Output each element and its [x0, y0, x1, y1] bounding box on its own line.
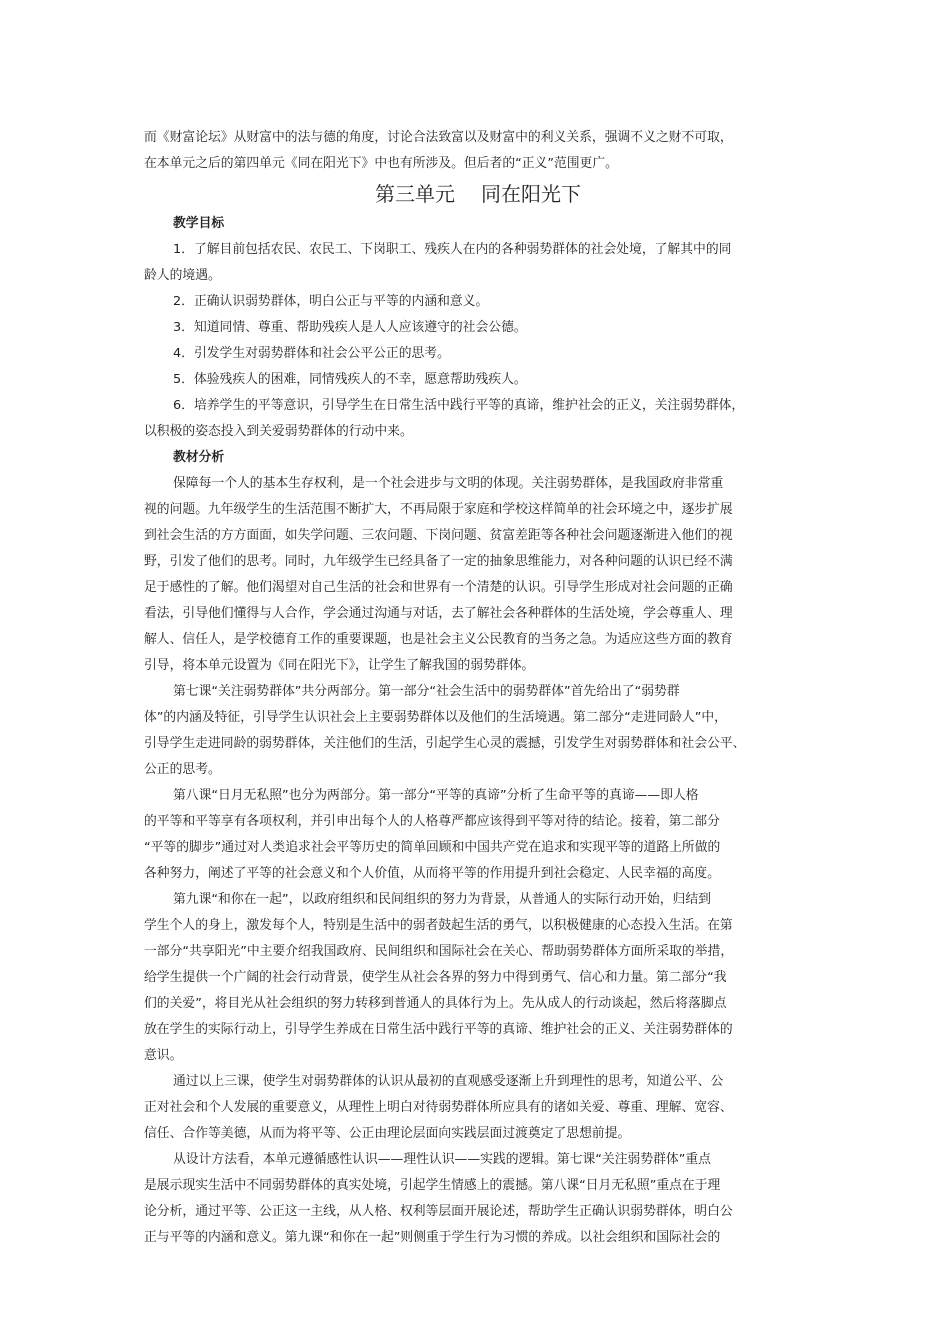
- paragraph-line: 论分析，通过平等、公正这一主线，从人格、权利等层面开展论述，帮助学生正确认识弱势群体，明白公: [144, 1204, 733, 1219]
- intro-line: 而《财富论坛》从财富中的法与德的角度，讨论合法致富以及财富中的利义关系，强调不义之财不可取，: [144, 130, 733, 145]
- paragraph-line: 通过以上三课，使学生对弱势群体的认识从最初的直观感受逐渐上升到理性的思考，知道公平、公: [173, 1074, 724, 1089]
- goal-item-continued: 龄人的境遇。: [144, 268, 221, 283]
- paragraph-line: 引导，将本单元设置为《同在阳光下》，让学生了解我国的弱势群体。: [144, 658, 535, 673]
- paragraph-line: 的平等和平等享有各项权利，并引申出每个人的人格尊严都应该得到平等对待的结论。接着，第二部分: [144, 814, 720, 829]
- paragraph-line: 第七课“关注弱势群体”共分两部分。第一部分“社会生活中的弱势群体”首先给出了“弱势群: [173, 684, 680, 699]
- section-heading-analysis: 教材分析: [173, 450, 225, 465]
- paragraph-line: 正对社会和个人发展的重要意义，从理性上明白对待弱势群体所应具有的诸如关爱、尊重、理解、宽容、: [144, 1100, 733, 1115]
- paragraph-line: 看法，引导他们懂得与人合作，学会通过沟通与对话，去了解社会各种群体的生活处境，学会尊重人、理: [144, 606, 733, 621]
- paragraph-line: 引导学生走进同龄的弱势群体，关注他们的生活，引起学生心灵的震撼，引发学生对弱势群体和社会公平、: [144, 736, 746, 751]
- unit-name: 同在阳光下: [481, 182, 581, 206]
- paragraph-line: 各种努力，阐述了平等的社会意义和个人价值，从而将平等的作用提升到社会稳定、人民幸福的高度。: [144, 866, 720, 881]
- paragraph-line: 足于感性的了解。他们渴望对自己生活的社会和世界有一个清楚的认识。引导学生形成对社会问题的正确: [144, 580, 733, 595]
- goal-item-continued: 以积极的姿态投入到关爱弱势群体的行动中来。: [144, 424, 413, 439]
- unit-title: [144, 177, 812, 211]
- paragraph-line: 解人、信任人，是学校德育工作的重要课题，也是社会主义公民教育的当务之急。为适应这些方面的教育: [144, 632, 733, 647]
- paragraph-line: 学生个人的身上，激发每个人，特别是生活中的弱者鼓起生活的勇气，以积极健康的心态投入生活。在第: [144, 918, 733, 933]
- paragraph-line: 信任、合作等美德，从而为将平等、公正由理论层面向实践层面过渡奠定了思想前提。: [144, 1126, 631, 1141]
- paragraph-line: 视的问题。九年级学生的生活范围不断扩大，不再局限于家庭和学校这样简单的社会环境之中，逐步扩展: [144, 502, 733, 517]
- paragraph-line: 放在学生的实际行动上，引导学生养成在日常生活中践行平等的真谛、维护社会的正义、关注弱势群体的: [144, 1022, 733, 1037]
- paragraph-line: 给学生提供一个广阔的社会行动背景，使学生从社会各界的努力中得到勇气、信心和力量。第二部分“我: [144, 970, 727, 985]
- paragraph-line: 正与平等的内涵和意义。第九课“和你在一起”则侧重于学生行为习惯的养成。以社会组织和国际社会的: [144, 1230, 721, 1245]
- paragraph-line: 公正的思考。: [144, 762, 221, 777]
- intro-line: 在本单元之后的第四单元《同在阳光下》中也有所涉及。但后者的“正义”范围更广。: [144, 156, 618, 171]
- unit-number: 第三单元: [375, 182, 455, 206]
- goal-item: 2．正确认识弱势群体，明白公正与平等的内涵和意义。: [173, 294, 489, 309]
- paragraph-line: 们的关爱”，将目光从社会组织的努力转移到普通人的具体行为上。先从成人的行动谈起，然后将落脚点: [144, 996, 727, 1011]
- paragraph-line: “平等的脚步”通过对人类追求社会平等历史的简单回顾和中国共产党在追求和实现平等的道路上所做的: [144, 840, 721, 855]
- document-body: [144, 125, 812, 1251]
- goal-item: 1．了解目前包括农民、农民工、下岗职工、残疾人在内的各种弱势群体的社会处境，了解其中的同: [173, 242, 732, 257]
- goal-item: 6．培养学生的平等意识，引导学生在日常生活中践行平等的真谛，维护社会的正义，关注弱势群体，: [173, 398, 745, 413]
- goal-item: 3．知道同情、尊重、帮助残疾人是人人应该遵守的社会公德。: [173, 320, 527, 335]
- paragraph-line: 从设计方法看，本单元遵循感性认识——理性认识——实践的逻辑。第七课“关注弱势群体”重点: [173, 1152, 711, 1167]
- paragraph-line: 是展示现实生活中不同弱势群体的真实处境，引起学生情感上的震撼。第八课“日月无私照”重点在于理: [144, 1178, 721, 1193]
- paragraph-line: 体”的内涵及特征，引导学生认识社会上主要弱势群体以及他们的生活境遇。第二部分“走进同龄人”中，: [144, 710, 727, 725]
- paragraph-line: 第八课“日月无私照”也分为两部分。第一部分“平等的真谛”分析了生命平等的真谛——即人格: [173, 788, 699, 803]
- paragraph-line: 到社会生活的方方面面，如失学问题、三农问题、下岗问题、贫富差距等各种社会问题逐渐进入他们的视: [144, 528, 733, 543]
- goal-item: 4．引发学生对弱势群体和社会公平公正的思考。: [173, 346, 450, 361]
- paragraph-line: 野，引发了他们的思考。同时，九年级学生已经具备了一定的抽象思维能力，对各种问题的认识已经不满: [144, 554, 733, 569]
- paragraph-line: 一部分“共享阳光”中主要介绍我国政府、民间组织和国际社会在关心、帮助弱势群体方面所采取的举措，: [144, 944, 734, 959]
- paragraph-line: 保障每一个人的基本生存权利，是一个社会进步与文明的体现。关注弱势群体，是我国政府非常重: [173, 476, 724, 491]
- paragraph-line: 第九课“和你在一起”，以政府组织和民间组织的努力为背景，从普通人的实际行动开始，归结到: [173, 892, 711, 907]
- section-heading-goals: 教学目标: [173, 216, 225, 231]
- goal-item: 5．体验残疾人的困难，同情残疾人的不幸，愿意帮助残疾人。: [173, 372, 527, 387]
- paragraph-line: 意识。: [144, 1048, 183, 1063]
